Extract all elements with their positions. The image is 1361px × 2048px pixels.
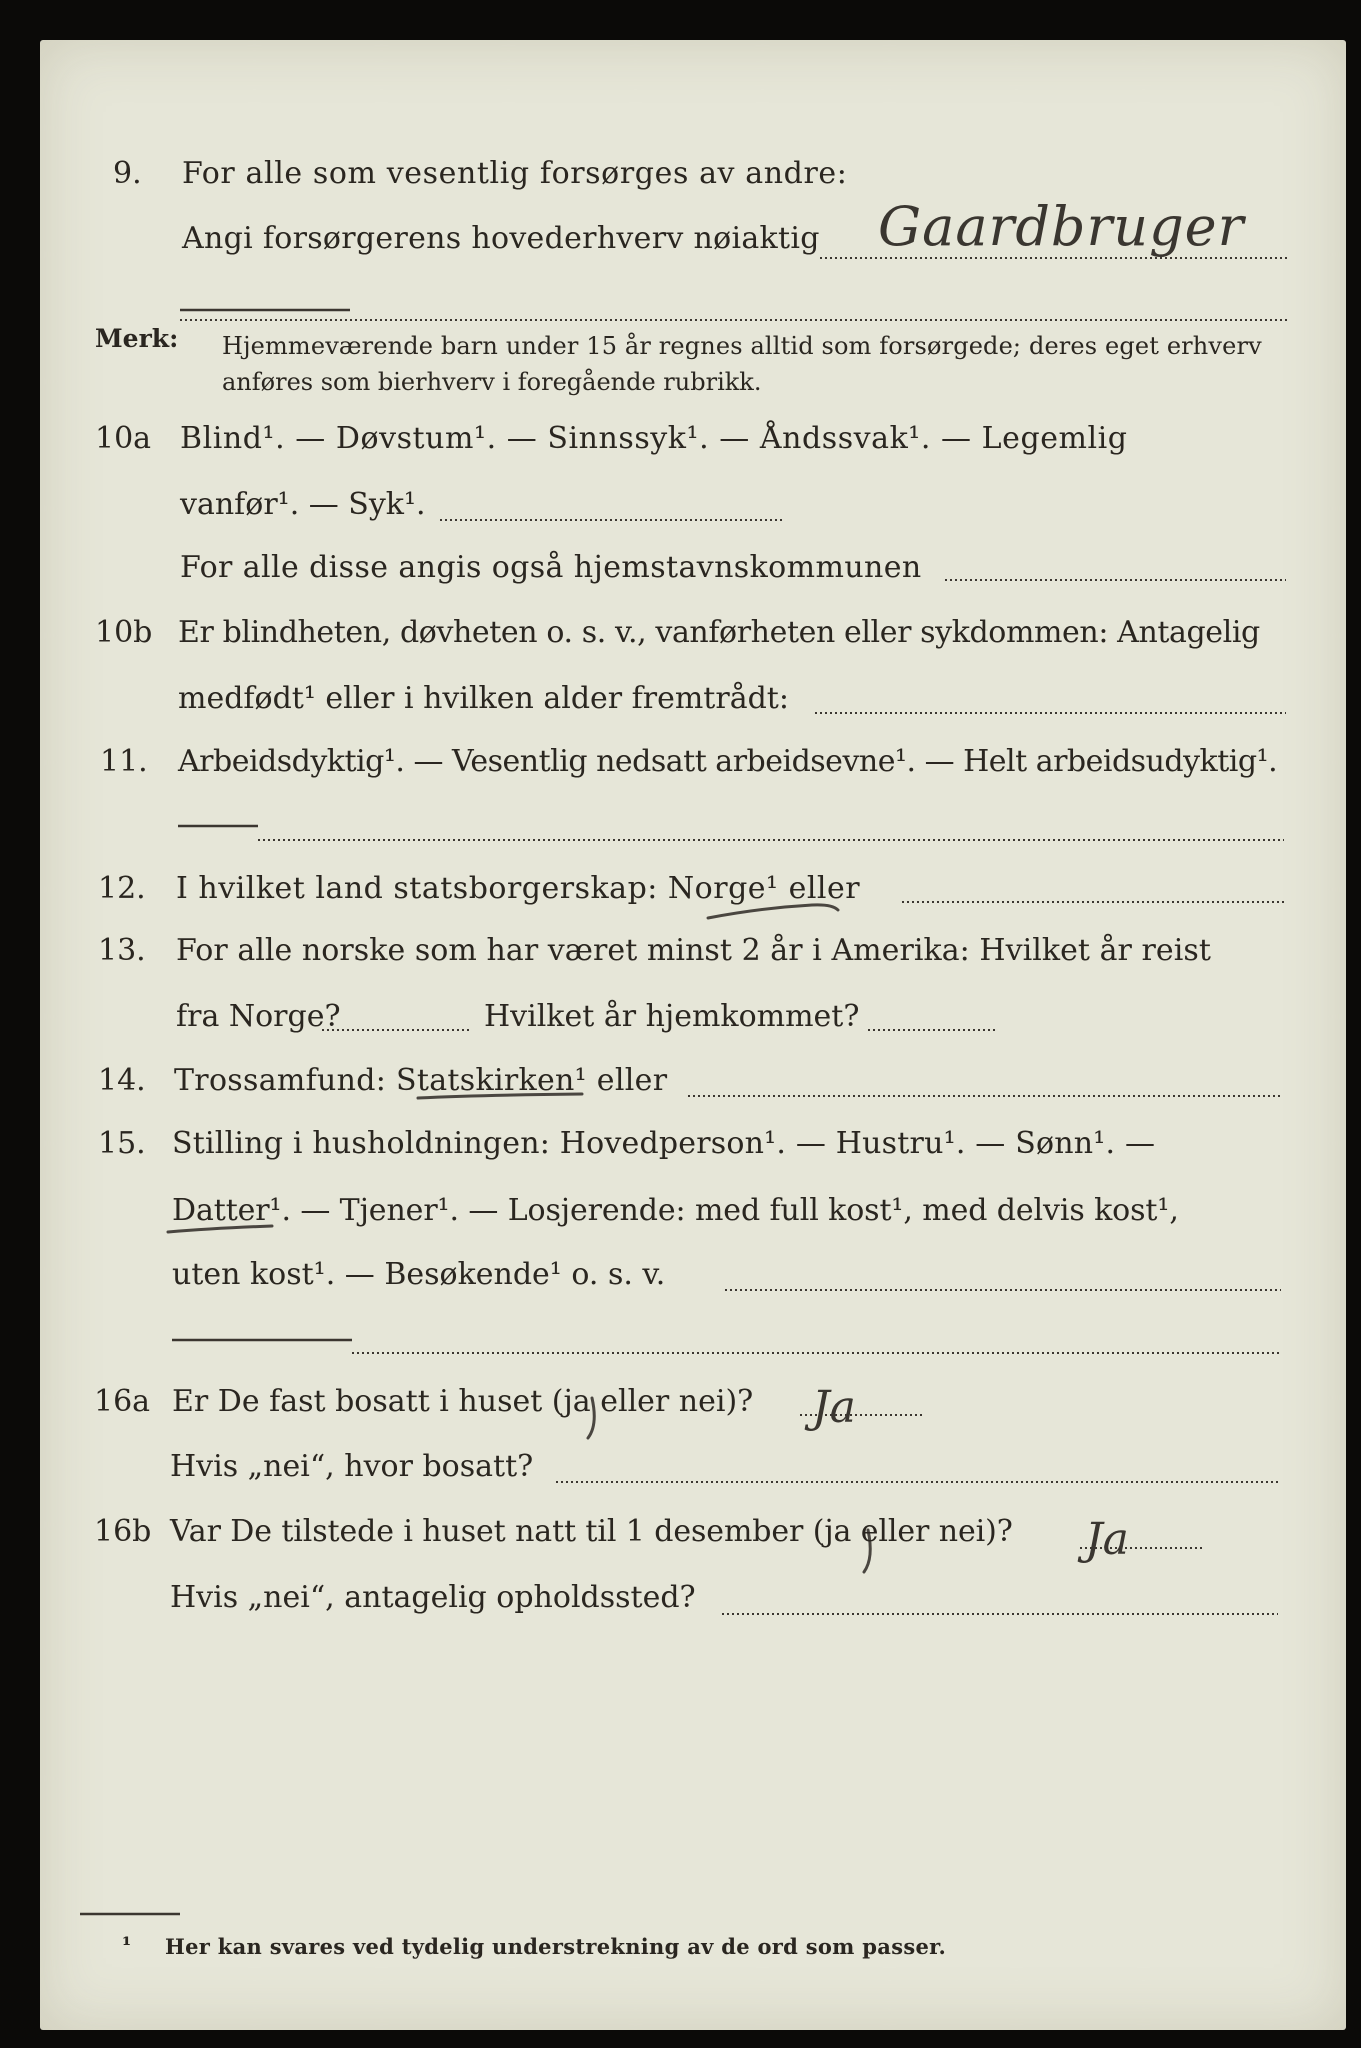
item-number-13: 13. <box>98 933 146 968</box>
handwritten-answer-9: Gaardbruger <box>878 195 1245 258</box>
item-number-14: 14. <box>98 1063 146 1098</box>
q15-line1: Stilling i husholdningen: Hovedperson¹. — Hustru¹. — Sønn¹. — <box>172 1126 1156 1161</box>
handwritten-answer-16a: Ja <box>812 1382 856 1433</box>
q9-line1: For alle som vesentlig forsørges av andre: <box>182 156 848 191</box>
q11-line1: Arbeidsdyktig¹. — Vesentlig nedsatt arbeidsevne¹. — Helt arbeidsudyktig¹. <box>178 744 1278 779</box>
footnote-text: Her kan svares ved tydelig understrekning av de ord som passer. <box>165 1934 947 1959</box>
q13-line1: For alle norske som har været minst 2 år i Amerika: Hvilket år reist <box>176 933 1211 968</box>
q9-line2: Angi forsørgerens hovederhverv nøiaktig <box>182 221 820 256</box>
q15-line2: Datter¹. — Tjener¹. — Losjerende: med full kost¹, med delvis kost¹, <box>172 1193 1179 1228</box>
merk-line1: Hjemmeværende barn under 15 år regnes alltid som forsørgede; deres eget erhverv <box>222 332 1262 360</box>
q10b-line2: medfødt¹ eller i hvilken alder fremtrådt: <box>178 681 789 716</box>
q13-line2a: fra Norge? <box>176 999 341 1034</box>
q13-line2b: Hvilket år hjemkommet? <box>484 999 860 1034</box>
item-number-10a: 10a <box>95 421 152 456</box>
q10a-line1: Blind¹. — Døvstum¹. — Sinnssyk¹. — Åndssvak¹. — Legemlig <box>180 421 1128 456</box>
item-number-9: 9. <box>113 156 142 191</box>
handwritten-answer-16b: Ja <box>1085 1514 1129 1565</box>
merk-label: Merk: <box>95 324 179 353</box>
q16b-line2: Hvis „nei“, antagelig opholdssted? <box>170 1580 696 1615</box>
item-number-15: 15. <box>98 1126 146 1161</box>
q14-line1: Trossamfund: Statskirken¹ eller <box>174 1063 668 1098</box>
q10a-line2: vanfør¹. — Syk¹. <box>180 487 426 522</box>
q12-line1: I hvilket land statsborgerskap: Norge¹ eller <box>176 871 861 906</box>
q16a-line2: Hvis „nei“, hvor bosatt? <box>170 1449 534 1484</box>
item-number-16b: 16b <box>94 1514 152 1549</box>
q16b-line1: Var De tilstede i huset natt til 1 desember (ja eller nei)? <box>170 1514 1013 1549</box>
item-number-10b: 10b <box>95 615 153 650</box>
q15-line3: uten kost¹. — Besøkende¹ o. s. v. <box>172 1257 666 1292</box>
q16a-line1: Er De fast bosatt i huset (ja eller nei)? <box>172 1384 754 1419</box>
item-number-12: 12. <box>98 871 146 906</box>
item-number-16a: 16a <box>94 1384 151 1419</box>
merk-line2: anføres som bierhverv i foregående rubrikk. <box>222 368 762 396</box>
item-number-11: 11. <box>100 744 148 779</box>
q10b-line1: Er blindheten, døvheten o. s. v., vanførheten eller sykdommen: Antagelig <box>178 615 1260 650</box>
footnote-mark: ¹ <box>122 1932 132 1957</box>
q10a-line3: For alle disse angis også hjemstavnskommunen <box>180 550 922 585</box>
